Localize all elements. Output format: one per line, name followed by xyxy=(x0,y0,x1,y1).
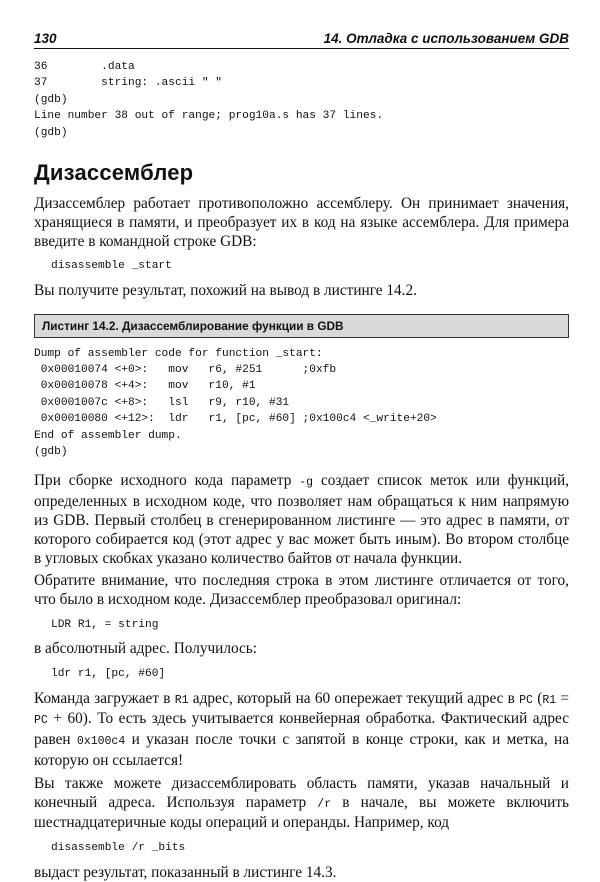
inline-code: 0x100c4 xyxy=(76,735,126,749)
command-code: LDR R1, = string xyxy=(51,619,159,632)
page-number: 130 xyxy=(34,31,57,46)
paragraph: выдаст результат, показанный в листинге 14.3. xyxy=(34,863,337,881)
listing-title: Листинг 14.2. Дизассемблирование функции в GDB xyxy=(34,314,569,338)
section-title: Дизассемблер xyxy=(34,160,194,186)
top-code-block xyxy=(34,59,569,141)
paragraph: Дизассемблер работает противоположно ассемблеру. Он принимает значения, хранящиеся в памяти, и преобразует их в код на языке ассемблера. Для примера введите в командной строке GDB: xyxy=(34,195,569,250)
code-line: 0x00010074 <+0>: mov r6, #251 ;0xfb xyxy=(34,364,337,377)
code-line: 0x00010080 <+12>: ldr r1, [pc, #60] ;0x100c4 <_write+20> xyxy=(34,413,437,426)
book-page xyxy=(34,26,569,882)
code-line: End of assembler dump. xyxy=(34,429,182,442)
code-line: 37 string: .ascii " " xyxy=(34,77,222,90)
inline-code: PC xyxy=(34,714,48,728)
paragraph: Обратите внимание, что последняя строка в этом листинге отличается от того, что было в исходном коде. Дизассемблер преобразовал оригинал: xyxy=(34,572,569,609)
chapter-title: 14. Отладка с использованием GDB xyxy=(323,31,569,46)
command-code: ldr r1, [pc, #60] xyxy=(51,668,166,681)
inline-code: R1 xyxy=(174,693,189,707)
paragraph: Команда загружает в R1 адрес, который на 60 опережает текущий адрес в PC (R1 = PC + 60). То есть здесь учитывается конвейерная обработка. Фактический адрес равен 0x100c4 и указан после точки с запятой в конце строки, как и метка, на которую он ссылается! xyxy=(34,689,569,770)
command-code: disassemble /r _bits xyxy=(51,842,186,855)
inline-code: R1 xyxy=(542,693,557,707)
code-line: 0x0001007c <+8>: lsl r9, r10, #31 xyxy=(34,396,290,409)
code-line: Line number 38 out of range; prog10a.s has 37 lines. xyxy=(34,110,384,123)
inline-code: -g xyxy=(299,476,314,490)
paragraph: в абсолютный адрес. Получилось: xyxy=(34,640,258,658)
command-code: disassemble _start xyxy=(51,260,172,273)
inline-code: /r xyxy=(317,797,332,811)
paragraph: Вы получите результат, похожий на вывод в листинге 14.2. xyxy=(34,281,417,299)
paragraph: При сборке исходного кода параметр -g создает список меток или функций, определенных в исходном коде, что позволяет нам обращаться к ним напрямую из GDB. Первый столбец в сгенерированном листинге — это адрес в памяти, от которого собирается код (этот адрес у вас может быть иным). Во втором столбце в угловых скобках указано количество байтов от начала функции. xyxy=(34,472,569,567)
listing-code-block xyxy=(34,346,569,461)
code-line: (gdb) xyxy=(34,93,68,106)
code-line: Dump of assembler code for function _start: xyxy=(34,347,323,360)
inline-code: PC xyxy=(519,693,533,707)
paragraph: Вы также можете дизассемблировать область памяти, указав начальный и конечный адреса. Используя параметр /r в начале, вы можете включить шестнадцатеричные коды операций и операнды. Например, код xyxy=(34,774,570,832)
code-line: 0x00010078 <+4>: mov r10, #1 xyxy=(34,380,256,393)
code-line: (gdb) xyxy=(34,446,68,459)
code-line: 36 .data xyxy=(34,61,135,73)
code-line: (gdb) xyxy=(34,126,68,139)
page-header xyxy=(34,26,569,49)
